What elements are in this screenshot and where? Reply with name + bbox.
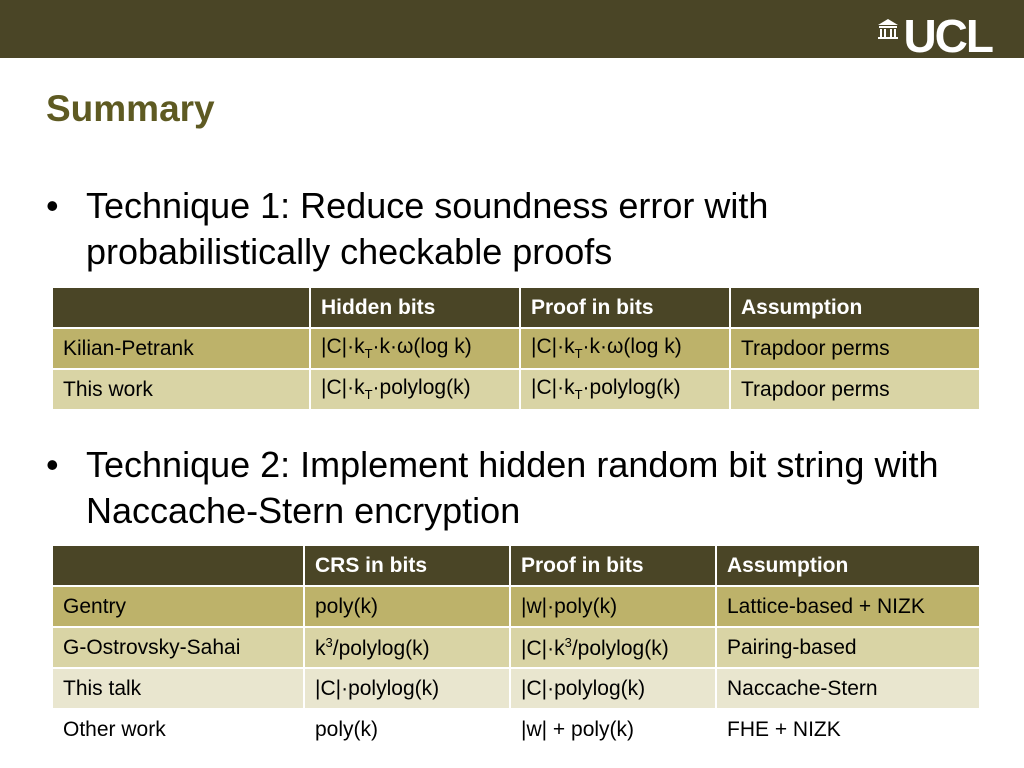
crs-cell: |C|·polylog(k) xyxy=(305,669,509,708)
table-row xyxy=(53,587,979,626)
hidden-bits-cell: $|C|\cdot k_T\cdot polylog(k)$ xyxy=(311,370,519,409)
bullet-text: Technique 1: Reduce soundness error with probabilistically checkable proofs xyxy=(86,185,769,272)
hidden-bits-cell: $|C|\cdot k_T\cdot k\cdot\omega(\log$ k) xyxy=(311,329,519,368)
header-cell xyxy=(53,546,303,585)
row-label: Kilian-Petrank xyxy=(53,329,309,368)
table-header-row xyxy=(53,546,979,585)
table-row xyxy=(53,370,979,409)
assumption-cell: Trapdoor perms xyxy=(731,370,979,409)
proof-bits-cell: |w|·poly(k) xyxy=(511,587,715,626)
assumption-cell: Pairing-based xyxy=(717,628,979,667)
bullet-dot-icon: • xyxy=(46,444,59,485)
header-bar xyxy=(0,0,1024,62)
assumption-cell: FHE + NIZK xyxy=(717,710,979,749)
assumption-cell: Naccache-Stern xyxy=(717,669,979,708)
proof-bits-cell: $|C|\cdot k_T\cdot polylog(k)$ xyxy=(521,370,729,409)
header-cell xyxy=(53,288,309,327)
bullet-technique-2 xyxy=(46,442,986,534)
proof-bits-cell: |w| + poly(k) xyxy=(511,710,715,749)
header-cell: Hidden bits xyxy=(311,288,519,327)
bullet-dot-icon: • xyxy=(46,185,59,226)
row-label: Gentry xyxy=(53,587,303,626)
crs-cell: poly(k) xyxy=(305,710,509,749)
portico-icon xyxy=(877,18,899,40)
header-cell: Proof in bits xyxy=(511,546,715,585)
table-technique-1 xyxy=(51,286,981,411)
ucl-logo xyxy=(877,10,992,62)
row-label: This talk xyxy=(53,669,303,708)
table-row xyxy=(53,628,979,667)
row-label: This work xyxy=(53,370,309,409)
crs-cell: $k^3/polylog(k)$ xyxy=(305,628,509,667)
header-cell: Assumption xyxy=(717,546,979,585)
header-cell: Assumption xyxy=(731,288,979,327)
proof-bits-cell: $|C|\cdot k_T\cdot k\cdot\omega(\log$ k) xyxy=(521,329,729,368)
assumption-cell: Trapdoor perms xyxy=(731,329,979,368)
slide-title: Summary xyxy=(46,88,215,129)
assumption-cell: Lattice-based + NIZK xyxy=(717,587,979,626)
table-header-row xyxy=(53,288,979,327)
header-cell: Proof in bits xyxy=(521,288,729,327)
table-technique-2 xyxy=(51,544,981,751)
table-row xyxy=(53,669,979,708)
table-row xyxy=(53,329,979,368)
crs-cell: poly(k) xyxy=(305,587,509,626)
logo-text: UCL xyxy=(903,10,992,62)
row-label: Other work xyxy=(53,710,303,749)
header-cell: CRS in bits xyxy=(305,546,509,585)
bullet-technique-1 xyxy=(46,183,986,275)
proof-bits-cell: |C|·polylog(k) xyxy=(511,669,715,708)
bullet-text: Technique 2: Implement hidden random bit string with Naccache-Stern encryption xyxy=(86,444,939,531)
table-row xyxy=(53,710,979,749)
proof-bits-cell: $|C|\cdot k^3/polylog(k)$ xyxy=(511,628,715,667)
row-label: G-Ostrovsky-Sahai xyxy=(53,628,303,667)
